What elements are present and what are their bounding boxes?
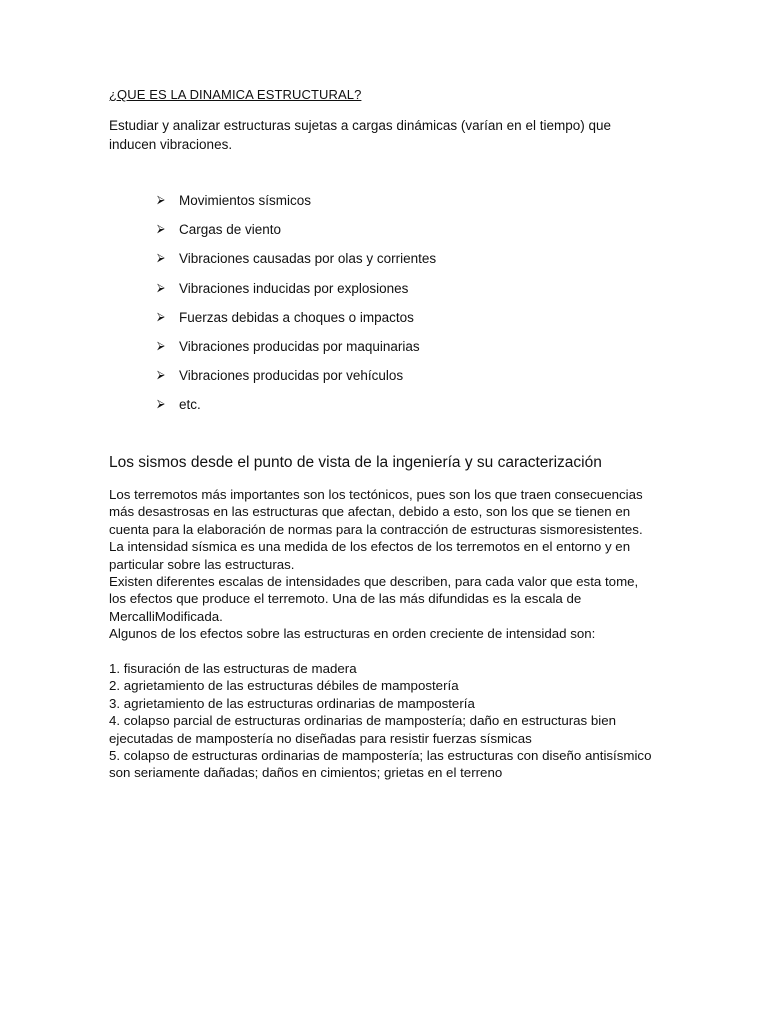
bullet-text: Vibraciones producidas por vehículos: [179, 368, 404, 384]
paragraph: Existen diferentes escalas de intensidades que describen, para cada valor que esta tome, los efectos que produce el terremoto. Una de las más difundidas es la escala de MercalliModificada.: [109, 574, 639, 624]
arrowhead-bullet-icon: ⮚: [157, 252, 165, 265]
list-item: [157, 396, 436, 425]
page-title: ¿QUE ES LA DINAMICA ESTRUCTURAL?: [109, 87, 362, 102]
effect-item: 1. fisuración de las estructuras de madera: [109, 661, 357, 677]
effect-item: 5. colapso de estructuras ordinarias de mampostería; las estructuras con diseño antisísmico: [109, 748, 652, 764]
list-item: [157, 250, 436, 279]
spacer: [109, 643, 657, 660]
arrowhead-bullet-icon: ⮚: [157, 223, 165, 236]
bullet-list: [157, 192, 436, 426]
list-item: [157, 338, 436, 367]
arrowhead-bullet-icon: ⮚: [157, 281, 165, 294]
bullet-text: Vibraciones inducidas por explosiones: [179, 280, 409, 296]
effect-item: 4. colapso parcial de estructuras ordinarias de mampostería; daño en estructuras bien ejecutadas de mampostería no diseñadas para resistir fuerzas sísmicas: [109, 713, 617, 746]
list-item: [157, 280, 436, 309]
intro-paragraph: Estudiar y analizar estructuras sujetas a cargas dinámicas (varían en el tiempo) que inducen vibraciones.: [109, 118, 611, 152]
body-text: [109, 486, 657, 782]
paragraph: La intensidad sísmica es una medida de los efectos de los terremotos en el entorno y en particular sobre las estructuras.: [109, 539, 631, 572]
list-item: [157, 309, 436, 338]
list-item: [157, 192, 436, 221]
bullet-text: etc.: [179, 397, 201, 413]
arrowhead-bullet-icon: ⮚: [157, 339, 165, 352]
bullet-text: Vibraciones causadas por olas y corrientes: [179, 251, 437, 267]
bullet-text: Vibraciones producidas por maquinarias: [179, 338, 420, 354]
bullet-text: Cargas de viento: [179, 222, 282, 238]
effect-item: 3. agrietamiento de las estructuras ordinarias de mampostería: [109, 695, 475, 711]
section-heading: Los sismos desde el punto de vista de la ingeniería y su caracterización: [109, 454, 602, 471]
arrowhead-bullet-icon: ⮚: [157, 369, 165, 382]
list-item: [157, 221, 436, 250]
bullet-text: Fuerzas debidas a choques o impactos: [179, 309, 414, 325]
arrowhead-bullet-icon: ⮚: [157, 194, 165, 206]
bullet-text: Movimientos sísmicos: [179, 193, 312, 208]
arrowhead-bullet-icon: ⮚: [157, 398, 165, 411]
paragraph: Los terremotos más importantes son los tectónicos, pues son los que traen consecuencias más desastrosas en las estructuras que afectan, debido a esto, son los que se tienen en cuenta para la elaboración de normas para la contracción de estructuras sismoresistentes.: [109, 487, 643, 537]
list-item: [157, 367, 436, 396]
paragraph: Algunos de los efectos sobre las estructuras en orden creciente de intensidad son:: [109, 626, 596, 642]
effect-item: son seriamente dañadas; daños en cimientos; grietas en el terreno: [109, 765, 503, 781]
arrowhead-bullet-icon: ⮚: [157, 310, 165, 323]
effect-item: 2. agrietamiento de las estructuras débiles de mampostería: [109, 678, 459, 694]
